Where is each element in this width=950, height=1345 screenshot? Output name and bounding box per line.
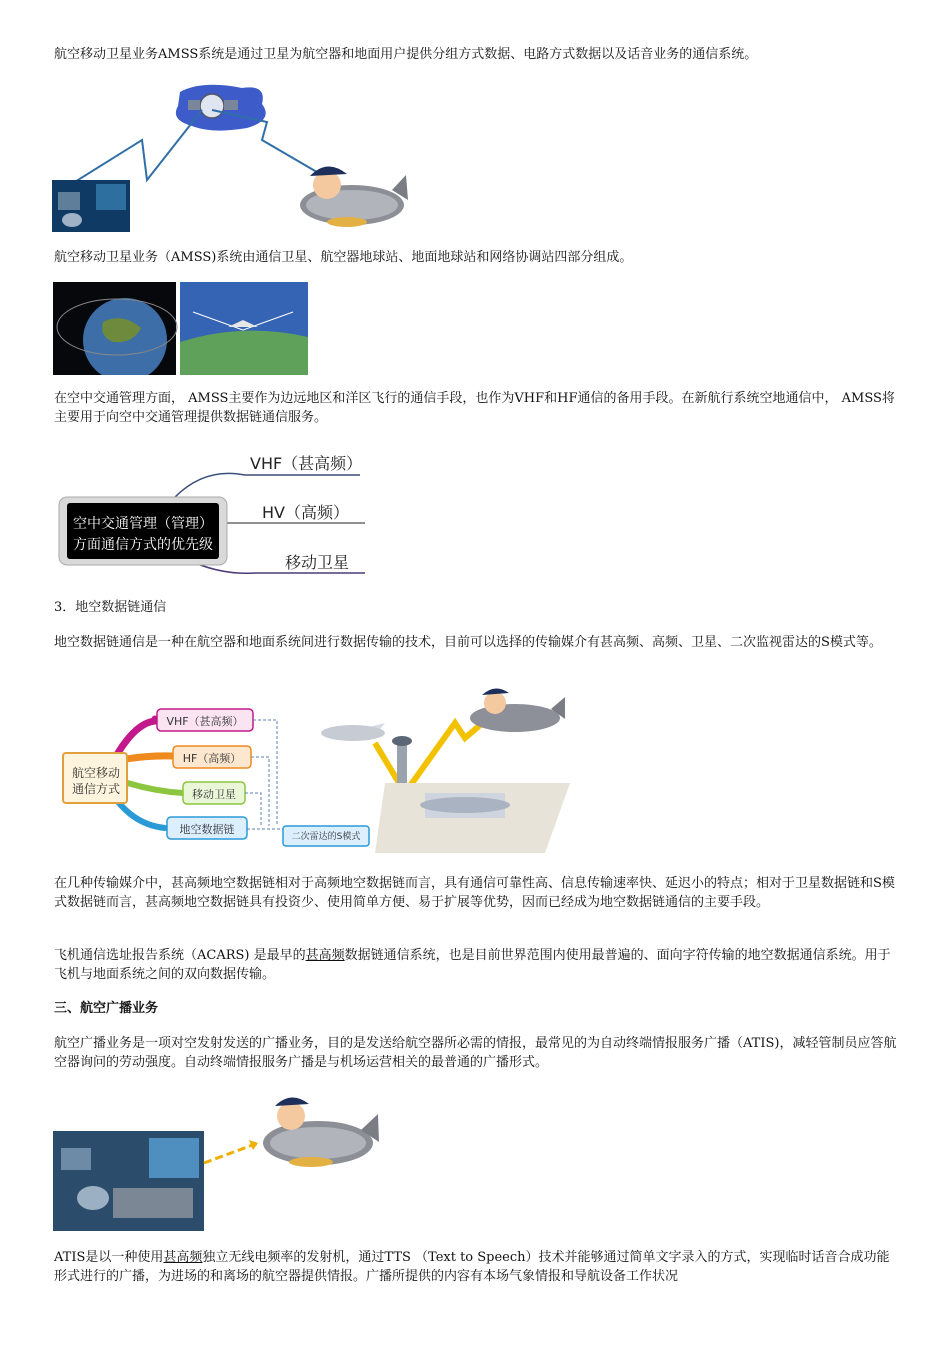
mobile-node-hf: HF（高频） <box>182 752 242 765</box>
mobile-node-datalink: 地空数据链 <box>179 823 235 836</box>
atis-broadcast-figure <box>53 1088 383 1233</box>
paragraph-amss-atm: 在空中交通管理方面， AMSS主要作为边远地区和洋区飞行的通信手段，也作为VHF和HF通信的备用手段。在新航行系统空地通信中， AMSS将主要用于向空中交通管理提供数据链通信服务。 <box>54 391 895 425</box>
priority-box-line2: 方面通信方式的优先级 <box>73 537 213 553</box>
paragraph-amss-components: 航空移动卫星业务（AMSS)系统由通信卫星、航空器地球站、地面地球站和网络协调站四部分组成。 <box>54 250 633 265</box>
paragraph-datalink-intro: 地空数据链通信是一种在航空器和地面系统间进行数据传输的技术，目前可以选择的传输媒介有甚高频、高频、卫星、二次监视雷达的S模式等。 <box>54 635 882 650</box>
acars-text-pre: 飞机通信选址报告系统（ACARS) 是最早的 <box>54 948 306 963</box>
paragraph-aero-broadcast: 航空广播业务是一项对空发射发送的广播业务，目的是发送给航空器所必需的情报，最常见的为自动终端情报服务广播（ATIS)，减轻管制员应答航空器询问的劳动强度。自动终端情报服务广播是与机场运营相关的最普通的广播形式。 <box>54 1036 897 1070</box>
satellite-link-figure <box>52 80 412 235</box>
section-title-datalink: 3．地空数据链通信 <box>54 600 167 615</box>
priority-branch-satellite: 移动卫星 <box>285 553 350 572</box>
heading-aero-broadcast: 三、航空广播业务 <box>54 1001 159 1016</box>
mobile-root-line1: 航空移动 <box>71 766 120 780</box>
link-vhf-atis[interactable]: 甚高频 <box>163 1250 203 1265</box>
mobile-node-satellite: 移动卫星 <box>192 788 236 801</box>
priority-branch-vhf: VHF（甚高频） <box>250 454 363 473</box>
priority-branch-hf: HV（高频） <box>262 503 349 522</box>
paragraph-amss-intro: 航空移动卫星业务AMSS系统是通过卫星为航空器和地面用户提供分组方式数据、电路方式数据以及话音业务的通信系统。 <box>54 47 758 62</box>
paragraph-atis <box>54 1248 900 1286</box>
paragraph-acars <box>54 946 900 984</box>
atm-priority-diagram <box>55 445 385 580</box>
mobile-node-vhf: VHF（甚高频） <box>166 715 244 728</box>
paragraph-vhf-advantages: 在几种传输媒介中，甚高频地空数据链相对于高频地空数据链而言，具有通信可靠性高、信息传输速率快、延迟小的特点；相对于卫星数据链和S模式数据链而言，甚高频地空数据链具有投资少、使用简单方便、易于扩展等优势，因而已经成为地空数据链通信的主要手段。 <box>54 876 895 910</box>
airport-datalink-illustration <box>315 683 570 853</box>
priority-box-line1: 空中交通管理（管理） <box>73 516 213 532</box>
link-vhf-acars[interactable]: 甚高频 <box>305 948 345 963</box>
acars-text-post: 数据链通信系统，也是目前世界范围内使用最普遍的、面向字符传输的地空数据通信系统。用于飞机与地面系统之间的双向数据传输。 <box>54 948 891 982</box>
atis-text-pre: ATIS是以一种使用 <box>54 1250 164 1265</box>
mobile-node-smode: 二次雷达的S模式 <box>291 832 361 842</box>
atis-text-post: 独立无线电频率的发射机，通过TTS （Text to Speech）技术并能够通过简单文字录入的方式，实现临时话音合成功能形式进行的广播，为进场的和离场的航空器提供情报。广播所提供的内容有本场气象情报和导航设备工作状况 <box>54 1250 890 1284</box>
mobile-root-line2: 通信方式 <box>71 782 120 796</box>
amss-photos-figure <box>53 282 308 375</box>
